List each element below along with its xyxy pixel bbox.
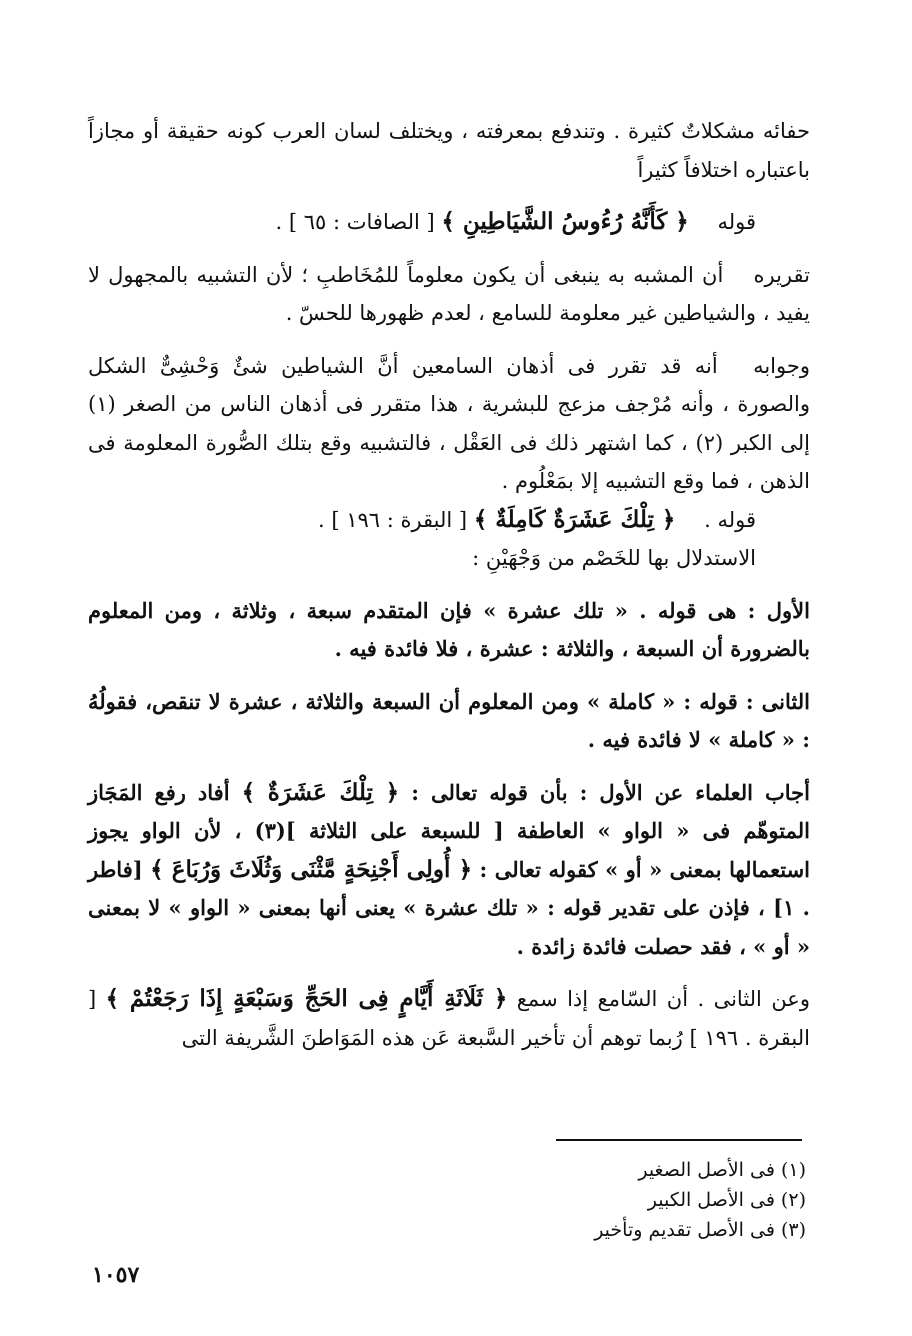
paragraph-answer-second	[88, 980, 810, 1057]
quran-quote: ﴿ أُولِى أَجْنِحَةٍ مَّثْنَى وَثُلَاثَ وَرُبَاعَ ﴾	[150, 855, 473, 883]
section-lead-label: تقريره	[753, 262, 810, 287]
quote-reference: [ البقرة : ١٩٦ ] .	[317, 507, 468, 532]
footnote-item: (٢) فى الأصل الكبير	[647, 1189, 806, 1211]
footnote-item: (١) فى الأصل الصغير	[638, 1159, 806, 1181]
quran-quote: ﴿ ثَلَاثَةِ أَيَّامٍ فِى الحَجِّ وَسَبْعَةٍ إِذَا رَجَعْتُمْ ﴾	[105, 985, 508, 1012]
paragraph-quote-saffat	[88, 203, 810, 242]
paragraph-text: أن المشبه به ينبغى أن يكون معلوماً للمُخَاطبِ ؛ لأن التشبيه بالمجهول لا يفيد ، والشياطين غير معلومة للسامع ، لعدم ظهورها للحسّ .	[88, 262, 810, 325]
paragraph-text: أجاب العلماء عن الأول : بأن قوله تعالى :	[411, 779, 810, 805]
paragraph-second-objection: الثانى : قوله : « كاملة » ومن المعلوم أن السبعة والثلاثة ، عشرة لا تنقص، فقولُهُ : « كاملة » لا فائدة فيه .	[88, 688, 810, 752]
paragraph-intro: حفائه مشكلاتٌ كثيرة . وتندفع بمعرفته ، ويختلف لسان العرب كونه حقيقة أو مجازاً باعتباره اختلافاً كثيراً	[88, 119, 810, 182]
footnote-item: (٣) فى الأصل تقديم وتأخير	[594, 1219, 806, 1241]
quran-quote: ﴿ تِلْكَ عَشَرَةٌ ﴾	[241, 778, 400, 806]
paragraph-taqrir	[88, 256, 810, 333]
quote-lead-label: قوله .	[704, 507, 756, 532]
paragraph-text: أنه قد تقرر فى أذهان السامعين أنَّ الشياطين شئٌ وَحْشِىٌّ الشكل والصورة ، وأنه مُرْجف مزعج للبشرية ، هذا متقرر فى أذهان الناس من الصغر (١) إلى الكبر (٢) ، كما اشتهر ذلك فى العَقْل ، فالتشبيه وقع بتلك الصُّورة المعلومة فى الذهن ، فما وقع التشبيه إلا بمَعْلُوم .	[88, 353, 811, 493]
paragraph-quote-baqara	[88, 501, 810, 540]
quran-quote: ﴿ تِلْكَ عَشَرَةٌ كَامِلَةٌ ﴾	[473, 505, 676, 533]
quran-quote: ﴿ كَأَنَّهُ رُءُوسُ الشَّيَاطِينِ ﴾	[441, 208, 689, 235]
quote-lead-label: قوله	[717, 210, 756, 234]
main-text	[88, 112, 810, 1057]
quote-reference: [ الصافات : ٦٥ ] .	[275, 210, 435, 234]
footnote-divider	[556, 1139, 802, 1141]
section-lead-label: وجوابه	[753, 353, 810, 378]
paragraph-first-objection: الأول : هى قوله . « تلك عشرة » فإن المتقدم سبعة ، وثلاثة ، ومن المعلوم بالضرورة أن السبعة ، والثلاثة : عشرة ، فلا فائدة فيه .	[88, 597, 810, 661]
page-number: ١٠٥٧	[92, 1262, 140, 1288]
paragraph-answer-first	[88, 774, 810, 967]
footnotes	[470, 1155, 806, 1245]
paragraph-text: [ البقرة . ١٩٦ ] رُبما توهم أن تأخير السَّبعة عَن هذه المَوَاطنَ الشَّريفة التى	[88, 987, 810, 1050]
paragraph-istidlal: الاستدلال بها للخَصْم من وَجْهَيْنِ :	[472, 546, 756, 570]
paragraph-text: [فاطر . ١] ، فإذن على تقدير قوله : « تلك عشرة » يعنى أنها بمعنى « الواو » لا بمعنى « أو » ، فقد حصلت فائدة زائدة .	[88, 856, 810, 959]
paragraph-text: وعن الثانى . أن السّامع إذا سمع	[516, 987, 810, 1011]
paragraph-text: أفاد رفع المَجَاز المتوهّم فى « الواو » العاطفة [ للسبعة على الثلاثة ](٣) ، لأن الواو يجوز استعمالها بمعنى « أو » كقوله تعالى :	[88, 779, 811, 882]
paragraph-jawab	[88, 347, 810, 501]
